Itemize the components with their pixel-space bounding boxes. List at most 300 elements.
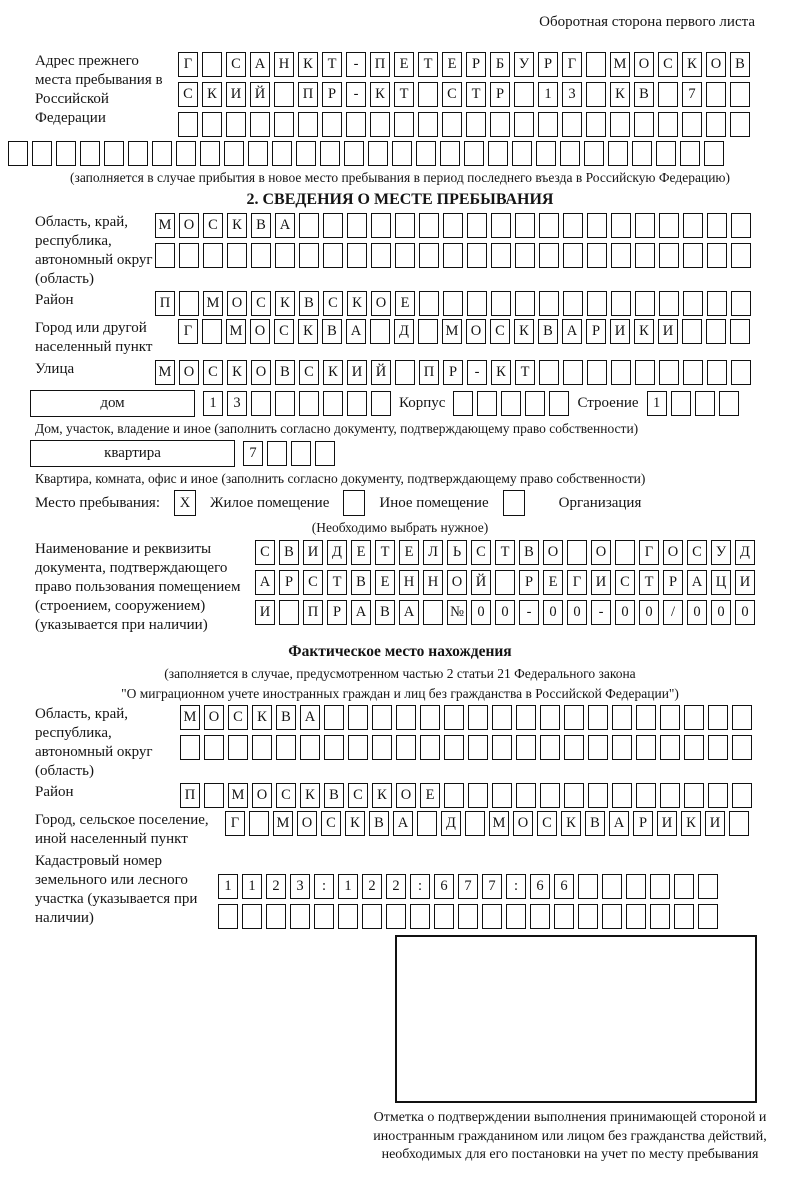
- prev-address-field: [35, 52, 800, 137]
- char-box: [626, 904, 646, 929]
- char-box: [298, 112, 318, 137]
- char-box: К: [275, 291, 295, 316]
- char-box: [514, 112, 534, 137]
- char-box: [539, 291, 559, 316]
- char-box: Т: [466, 82, 486, 107]
- char-box: Р: [466, 52, 486, 77]
- char-box: А: [275, 213, 295, 238]
- char-box: М: [273, 811, 293, 836]
- actual-location-caption-2: "О миграционном учете иностранных граждан и лиц без гражданства в Российской Федерации"): [121, 686, 679, 701]
- char-box: [587, 360, 607, 385]
- char-box: [708, 705, 728, 730]
- char-box: М: [203, 291, 223, 316]
- char-box: Й: [250, 82, 270, 107]
- section2-title: 2. СВЕДЕНИЯ О МЕСТЕ ПРЕБЫВАНИЯ: [246, 191, 554, 208]
- char-box: [226, 112, 246, 137]
- char-box: [515, 291, 535, 316]
- char-box: М: [226, 319, 246, 344]
- char-box: [416, 141, 436, 166]
- char-box: О: [706, 52, 726, 77]
- char-box: [372, 735, 392, 760]
- char-box: [684, 705, 704, 730]
- char-box: [515, 213, 535, 238]
- char-box: [202, 52, 222, 77]
- char-box: К: [227, 213, 247, 238]
- char-box: Т: [418, 52, 438, 77]
- char-box: [180, 735, 200, 760]
- cadastral-field: [35, 852, 800, 929]
- char-box: [588, 735, 608, 760]
- char-box: Р: [538, 52, 558, 77]
- char-box: [179, 243, 199, 268]
- char-box: 0: [687, 600, 707, 625]
- char-box: [506, 904, 526, 929]
- char-box: [444, 735, 464, 760]
- char-box: О: [179, 213, 199, 238]
- char-box: [420, 735, 440, 760]
- char-box: /: [663, 600, 683, 625]
- char-box: С: [203, 360, 223, 385]
- char-box: [200, 141, 220, 166]
- char-box: П: [298, 82, 318, 107]
- char-box: И: [705, 811, 725, 836]
- char-box: 0: [471, 600, 491, 625]
- char-box: П: [155, 291, 175, 316]
- char-box: [371, 243, 391, 268]
- char-box: 0: [735, 600, 755, 625]
- char-box: [128, 141, 148, 166]
- char-box: К: [323, 360, 343, 385]
- char-box: [671, 391, 691, 416]
- char-box: Й: [371, 360, 391, 385]
- char-box: [612, 783, 632, 808]
- char-box: [346, 112, 366, 137]
- char-box: П: [370, 52, 390, 77]
- char-box: [674, 874, 694, 899]
- actual-district-label: Район: [35, 784, 74, 800]
- apartment-row: [30, 440, 800, 467]
- char-box: [602, 904, 622, 929]
- char-box: [410, 904, 430, 929]
- char-box: [587, 291, 607, 316]
- char-box: [482, 904, 502, 929]
- char-box: :: [314, 874, 334, 899]
- char-box: №: [447, 600, 467, 625]
- char-row: [180, 783, 752, 808]
- char-box: 0: [615, 600, 635, 625]
- char-box: Н: [274, 52, 294, 77]
- char-box: [104, 141, 124, 166]
- char-box: [525, 391, 545, 416]
- char-box: [202, 319, 222, 344]
- char-box: Г: [567, 570, 587, 595]
- char-box: К: [610, 82, 630, 107]
- char-box: [323, 213, 343, 238]
- char-box: [204, 783, 224, 808]
- checkbox-organization: [503, 490, 525, 516]
- char-box: 3: [562, 82, 582, 107]
- char-box: 2: [266, 874, 286, 899]
- char-box: У: [514, 52, 534, 77]
- char-box: [291, 441, 311, 466]
- char-box: [632, 141, 652, 166]
- actual-city-field: [35, 811, 800, 849]
- char-box: 1: [647, 391, 667, 416]
- char-box: К: [252, 705, 272, 730]
- char-box: О: [513, 811, 533, 836]
- char-box: К: [491, 360, 511, 385]
- char-box: Р: [443, 360, 463, 385]
- char-box: М: [610, 52, 630, 77]
- house-row: [30, 390, 800, 417]
- street-field: [35, 360, 800, 385]
- char-box: [453, 391, 473, 416]
- char-box: [587, 243, 607, 268]
- char-box: [554, 904, 574, 929]
- char-box: О: [543, 540, 563, 565]
- char-box: О: [297, 811, 317, 836]
- char-box: К: [298, 319, 318, 344]
- char-row: [178, 319, 750, 344]
- char-box: [540, 705, 560, 730]
- char-box: В: [322, 319, 342, 344]
- char-box: Р: [490, 82, 510, 107]
- char-box: [608, 141, 628, 166]
- char-box: Е: [420, 783, 440, 808]
- char-box: В: [351, 570, 371, 595]
- char-box: [578, 904, 598, 929]
- prev-address-rows: [178, 52, 750, 137]
- char-box: С: [303, 570, 323, 595]
- char-box: А: [351, 600, 371, 625]
- char-box: [371, 391, 391, 416]
- char-box: М: [155, 213, 175, 238]
- actual-district-field: [35, 783, 800, 808]
- char-box: [635, 291, 655, 316]
- char-box: О: [179, 360, 199, 385]
- char-box: Д: [441, 811, 461, 836]
- char-box: Е: [442, 52, 462, 77]
- char-box: [323, 391, 343, 416]
- char-box: [467, 291, 487, 316]
- char-box: [276, 735, 296, 760]
- char-box: С: [228, 705, 248, 730]
- char-box: И: [658, 319, 678, 344]
- char-box: [707, 213, 727, 238]
- char-box: О: [250, 319, 270, 344]
- char-box: Г: [639, 540, 659, 565]
- char-box: Г: [225, 811, 245, 836]
- char-box: И: [347, 360, 367, 385]
- char-box: А: [393, 811, 413, 836]
- char-box: [659, 291, 679, 316]
- char-box: К: [202, 82, 222, 107]
- char-box: [530, 904, 550, 929]
- house-label-box: дом: [30, 390, 195, 417]
- char-box: [635, 360, 655, 385]
- char-box: С: [299, 360, 319, 385]
- char-box: [512, 141, 532, 166]
- char-box: С: [615, 570, 635, 595]
- char-box: М: [489, 811, 509, 836]
- char-box: 1: [242, 874, 262, 899]
- char-box: Т: [327, 570, 347, 595]
- char-box: [440, 141, 460, 166]
- char-box: [514, 82, 534, 107]
- char-box: [683, 243, 703, 268]
- district-field: [35, 291, 800, 316]
- char-box: [587, 213, 607, 238]
- city-field: [35, 319, 800, 357]
- actual-location-title: Фактическое место нахождения: [288, 643, 512, 660]
- char-box: [395, 243, 415, 268]
- char-box: 7: [682, 82, 702, 107]
- char-box: [204, 735, 224, 760]
- char-box: [731, 360, 751, 385]
- char-row: [155, 213, 751, 238]
- char-box: [394, 112, 414, 137]
- char-box: 0: [711, 600, 731, 625]
- char-box: [176, 141, 196, 166]
- char-box: П: [303, 600, 323, 625]
- char-box: [602, 874, 622, 899]
- confirmation-stamp-box: [395, 935, 757, 1103]
- char-row: [180, 705, 752, 730]
- char-box: [732, 735, 752, 760]
- char-box: [660, 783, 680, 808]
- char-box: К: [634, 319, 654, 344]
- stay-type-row: [35, 490, 800, 516]
- char-box: 3: [227, 391, 247, 416]
- char-box: [420, 705, 440, 730]
- char-box: С: [658, 52, 678, 77]
- char-box: [56, 141, 76, 166]
- char-box: [564, 735, 584, 760]
- char-box: [218, 904, 238, 929]
- char-box: [32, 141, 52, 166]
- char-box: С: [274, 319, 294, 344]
- char-box: [731, 243, 751, 268]
- char-box: [372, 705, 392, 730]
- char-box: [315, 441, 335, 466]
- char-box: Т: [322, 52, 342, 77]
- char-box: В: [519, 540, 539, 565]
- char-box: И: [255, 600, 275, 625]
- char-box: С: [442, 82, 462, 107]
- char-box: [536, 141, 556, 166]
- char-box: [267, 441, 287, 466]
- confirmation-caption: Отметка о подтверждении выполнения принимающей стороной и иностранным гражданином или лицом без гражданства действий, необходимых для его постановки на учет по месту пребывания: [373, 1110, 767, 1162]
- char-row: [155, 243, 751, 268]
- char-box: У: [711, 540, 731, 565]
- char-box: [468, 705, 488, 730]
- char-box: [539, 243, 559, 268]
- char-box: С: [323, 291, 343, 316]
- char-box: [586, 82, 606, 107]
- char-box: А: [687, 570, 707, 595]
- actual-region-field: [35, 705, 800, 781]
- char-box: [155, 243, 175, 268]
- char-box: О: [227, 291, 247, 316]
- stroenie-cells: [647, 391, 739, 416]
- char-box: С: [276, 783, 296, 808]
- char-box: [444, 783, 464, 808]
- char-box: [730, 112, 750, 137]
- char-box: [586, 112, 606, 137]
- char-box: -: [467, 360, 487, 385]
- char-box: С: [251, 291, 271, 316]
- char-box: С: [203, 213, 223, 238]
- char-box: [266, 904, 286, 929]
- checkbox-other-premises: [343, 490, 365, 516]
- region-rows: [155, 213, 751, 268]
- char-box: В: [275, 360, 295, 385]
- char-box: Л: [423, 540, 443, 565]
- char-box: [299, 243, 319, 268]
- char-box: [659, 213, 679, 238]
- char-box: [322, 112, 342, 137]
- char-box: О: [251, 360, 271, 385]
- char-box: О: [396, 783, 416, 808]
- char-box: [611, 291, 631, 316]
- char-box: [392, 141, 412, 166]
- char-box: [347, 243, 367, 268]
- char-box: [491, 243, 511, 268]
- stay-type-label: Место пребывания:: [35, 494, 160, 511]
- char-box: Д: [394, 319, 414, 344]
- district-label: Район: [35, 292, 74, 308]
- char-box: О: [252, 783, 272, 808]
- char-box: :: [410, 874, 430, 899]
- char-box: [203, 243, 223, 268]
- char-box: Р: [322, 82, 342, 107]
- prev-address-caption: (заполняется в случае прибытия в новое место пребывания в период последнего въезда в Российскую Федерацию): [69, 170, 731, 185]
- char-box: С: [178, 82, 198, 107]
- char-box: [458, 904, 478, 929]
- char-box: К: [227, 360, 247, 385]
- house-number-cells: [203, 391, 391, 416]
- char-box: В: [299, 291, 319, 316]
- char-box: 3: [290, 874, 310, 899]
- char-box: [680, 141, 700, 166]
- char-box: В: [375, 600, 395, 625]
- char-box: [152, 141, 172, 166]
- char-box: [682, 319, 702, 344]
- char-box: [368, 141, 388, 166]
- char-box: 7: [243, 441, 263, 466]
- char-box: С: [537, 811, 557, 836]
- char-box: [386, 904, 406, 929]
- char-box: [706, 112, 726, 137]
- char-box: [682, 112, 702, 137]
- char-box: [732, 705, 752, 730]
- char-box: [348, 735, 368, 760]
- header-note: Оборотная сторона первого листа: [539, 14, 755, 30]
- char-box: [464, 141, 484, 166]
- char-box: [228, 735, 248, 760]
- char-box: [610, 112, 630, 137]
- city-label: Город или другой населенный пункт: [35, 320, 153, 355]
- char-box: [370, 319, 390, 344]
- char-box: [588, 705, 608, 730]
- char-box: [539, 213, 559, 238]
- char-box: [564, 783, 584, 808]
- char-row: [155, 360, 751, 385]
- char-box: [272, 141, 292, 166]
- char-box: В: [369, 811, 389, 836]
- char-row: [155, 291, 751, 316]
- prev-address-label: Адрес прежнего места пребывания в Российской Федерации: [35, 53, 163, 126]
- char-row: [255, 540, 755, 565]
- char-box: [539, 360, 559, 385]
- char-box: И: [735, 570, 755, 595]
- checkbox-residential: X: [174, 490, 196, 516]
- char-box: [516, 783, 536, 808]
- char-box: [347, 391, 367, 416]
- char-box: -: [346, 52, 366, 77]
- char-box: [492, 783, 512, 808]
- char-box: [468, 735, 488, 760]
- char-box: [695, 391, 715, 416]
- char-box: Р: [586, 319, 606, 344]
- char-box: [275, 391, 295, 416]
- char-box: [442, 112, 462, 137]
- char-box: [419, 243, 439, 268]
- document-label: Наименование и реквизиты документа, подтверждающего право пользования помещением (строением, сооружением) (указывается при наличии): [35, 541, 241, 633]
- char-box: [423, 600, 443, 625]
- char-box: А: [346, 319, 366, 344]
- char-box: [274, 82, 294, 107]
- char-row: [178, 52, 750, 77]
- char-box: [584, 141, 604, 166]
- char-box: [704, 141, 724, 166]
- char-box: [443, 291, 463, 316]
- char-box: [467, 243, 487, 268]
- char-box: О: [204, 705, 224, 730]
- char-box: [80, 141, 100, 166]
- char-box: Т: [495, 540, 515, 565]
- char-box: [370, 112, 390, 137]
- char-box: [224, 141, 244, 166]
- char-box: [279, 600, 299, 625]
- char-box: [299, 391, 319, 416]
- char-box: Р: [327, 600, 347, 625]
- char-box: Р: [663, 570, 683, 595]
- char-box: 1: [218, 874, 238, 899]
- char-box: 0: [567, 600, 587, 625]
- char-box: К: [345, 811, 365, 836]
- stroenie-label: Строение: [577, 395, 639, 411]
- char-box: [300, 735, 320, 760]
- char-box: В: [251, 213, 271, 238]
- char-box: -: [346, 82, 366, 107]
- char-box: [467, 213, 487, 238]
- char-box: [660, 735, 680, 760]
- char-box: [731, 213, 751, 238]
- char-box: [563, 291, 583, 316]
- region-field: [35, 213, 800, 289]
- char-box: [466, 112, 486, 137]
- char-box: [586, 52, 606, 77]
- char-box: [242, 904, 262, 929]
- char-box: [562, 112, 582, 137]
- char-box: [540, 735, 560, 760]
- char-box: [730, 82, 750, 107]
- char-box: Е: [351, 540, 371, 565]
- char-box: [419, 213, 439, 238]
- apartment-cells: [243, 441, 335, 466]
- char-box: [299, 213, 319, 238]
